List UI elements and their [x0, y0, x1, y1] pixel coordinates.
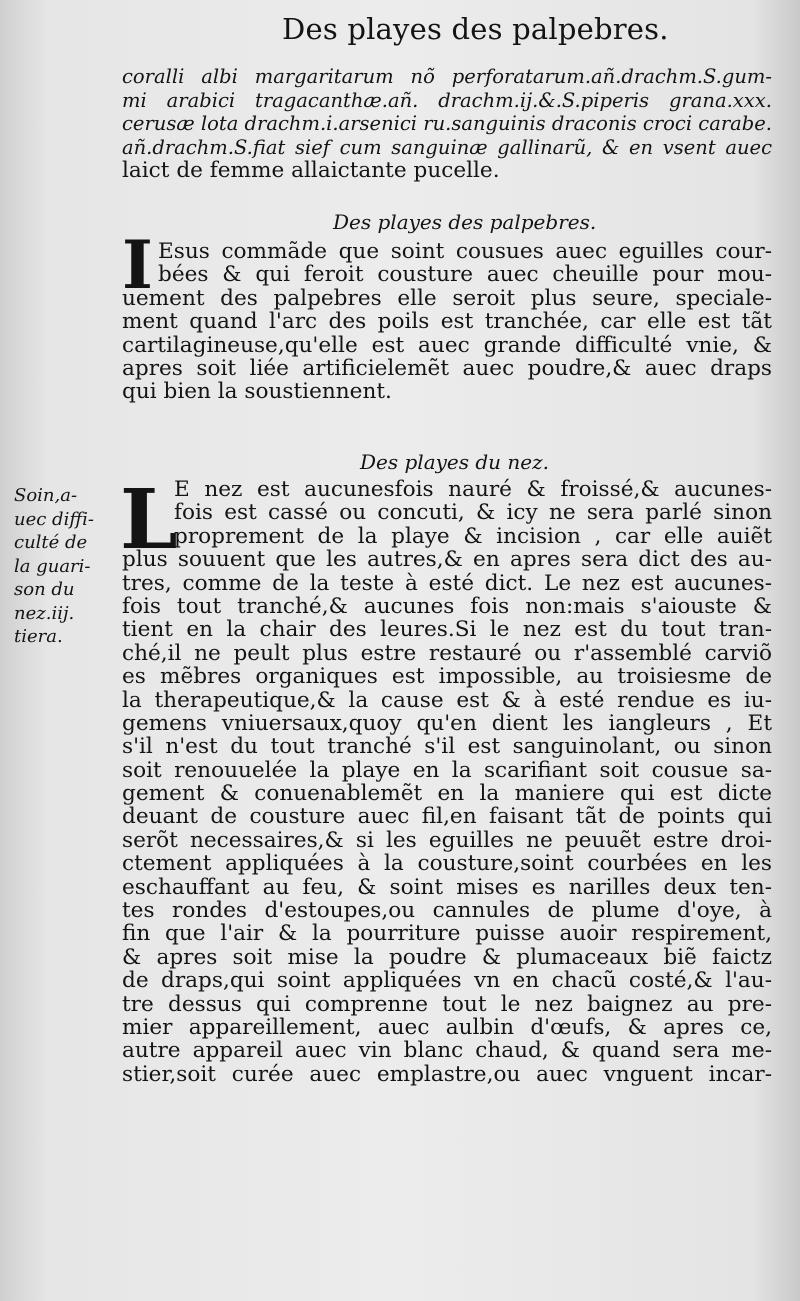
- text-line: mier appareillement, auec aulbin d'œufs, & apres ce,: [122, 1015, 772, 1040]
- margin-note-line: Soin,a-: [14, 485, 78, 506]
- text-line: eschauffant au feu, & soint mises es narilles deux ten-: [122, 875, 772, 900]
- text-line: stier,soit curée auec emplastre,ou auec vnguent incar-: [122, 1062, 772, 1087]
- text-line: fois est cassé ou concuti, & icy ne sera parlé sinon: [174, 501, 772, 525]
- text-line: & apres soit mise la poudre & plumaceaux biẽ faictz: [122, 945, 772, 970]
- section-heading-nose: Des playes du nez.: [360, 450, 550, 474]
- text-line: fin que l'air & la pourriture puisse auoir respirement,: [122, 922, 772, 946]
- margin-note-line: uec diffi-: [14, 508, 94, 530]
- recipe-line: laict de femme allaictante pucelle.: [122, 159, 500, 183]
- text-line: deuant de cousture auec fil,en faisant tãt de points qui: [122, 805, 772, 829]
- text-line: apres soit liée artificielemẽt auec poudre,& auec draps: [122, 356, 772, 381]
- section-heading-eyelids: Des playes des palpebres.: [333, 210, 597, 234]
- text-line: tient en la chair des leures.Si le nez est du tout tran-: [122, 618, 772, 642]
- text-line: uement des palpebres elle seroit plus seure, speciale-: [122, 286, 772, 311]
- text-line: proprement de la playe & incision , car elle auiẽt: [174, 524, 772, 549]
- text-line: plus souuent que les autres,& en apres sera dict des au-: [122, 548, 772, 572]
- margin-note-line: son du: [14, 579, 75, 600]
- text-line: es mẽbres organiques est impossible, au troisiesme de: [122, 665, 772, 689]
- text-line: tes rondes d'estoupes,ou cannules de plume d'oye, à: [122, 899, 772, 923]
- recipe-line: cerusæ lota drachm.i.arsenici ru.sanguinis draconis croci carabe.: [122, 112, 772, 136]
- drop-cap: L: [120, 472, 178, 568]
- margin-note-line: la guari-: [14, 555, 91, 577]
- running-head: Des playes des palpebres.: [282, 12, 669, 46]
- recipe-line: coralli albi margaritarum nõ perforatarum.añ.drachm.S.gum-: [122, 65, 772, 88]
- text-line: tre dessus qui comprenne tout le nez baignez au pre-: [122, 992, 772, 1016]
- text-line: ché,il ne peult plus estre restauré ou r'assemblé carviõ: [122, 641, 772, 666]
- text-line: E nez est aucunesfois nauré & froissé,& aucunes-: [174, 478, 772, 502]
- recipe-line: añ.drachm.S.fiat sief cum sanguinæ gallinarũ, & en vsent auec: [122, 135, 772, 159]
- margin-note-line: nez.iij.: [14, 602, 75, 624]
- text-line: serõt necessaires,& si les eguilles ne peuuẽt estre droi-: [122, 828, 772, 853]
- margin-note-line: tiera.: [14, 626, 63, 647]
- paragraph-nose: [120, 472, 772, 1087]
- text-line: qui bien la soustiennent.: [122, 380, 392, 404]
- recipe-block: [122, 65, 772, 183]
- text-line: la therapeutique,& la cause est & à esté rendue es iu-: [122, 688, 772, 712]
- text-line: autre appareil auec vin blanc chaud, & quand sera me-: [122, 1039, 772, 1063]
- text-line: s'il n'est du tout tranché s'il est sanguinolant, ou sinon: [122, 735, 772, 759]
- text-line: bées & qui feroit cousture auec cheuille pour mou-: [158, 263, 772, 287]
- paragraph-eyelids: [122, 240, 772, 404]
- text-line: fois tout tranché,& aucunes fois non:mais s'aiouste &: [122, 594, 772, 619]
- margin-note-line: culté de: [14, 532, 88, 553]
- text-line: tres, comme de la teste à esté dict. Le nez est aucunes-: [122, 571, 772, 595]
- text-line: gement & conuenablemẽt en la maniere qui est dicte: [122, 782, 772, 806]
- margin-note: [14, 484, 118, 649]
- drop-cap: I: [122, 226, 153, 304]
- text-line: cartilagineuse,qu'elle est auec grande difficulté vnie, &: [122, 333, 772, 357]
- text-line: Esus commãde que soint cousues auec eguilles cour-: [158, 240, 772, 264]
- text-line: gemens vniuersaux,quoy qu'en dient les iangleurs , Et: [122, 711, 772, 736]
- text-line: de draps,qui soint appliquées vn en chacũ costé,& l'au-: [122, 969, 772, 993]
- text-line: ment quand l'arc des poils est tranchée, car elle est tãt: [122, 310, 772, 334]
- text-line: soit renouuelée la playe en la scarifiant soit cousue sa-: [122, 758, 772, 783]
- text-line: ctement appliquées à la cousture,soint courbées en les: [122, 852, 772, 876]
- recipe-line: mi arabici tragacanthæ.añ. drachm.ij.&.S.piperis grana.xxx.: [122, 88, 772, 112]
